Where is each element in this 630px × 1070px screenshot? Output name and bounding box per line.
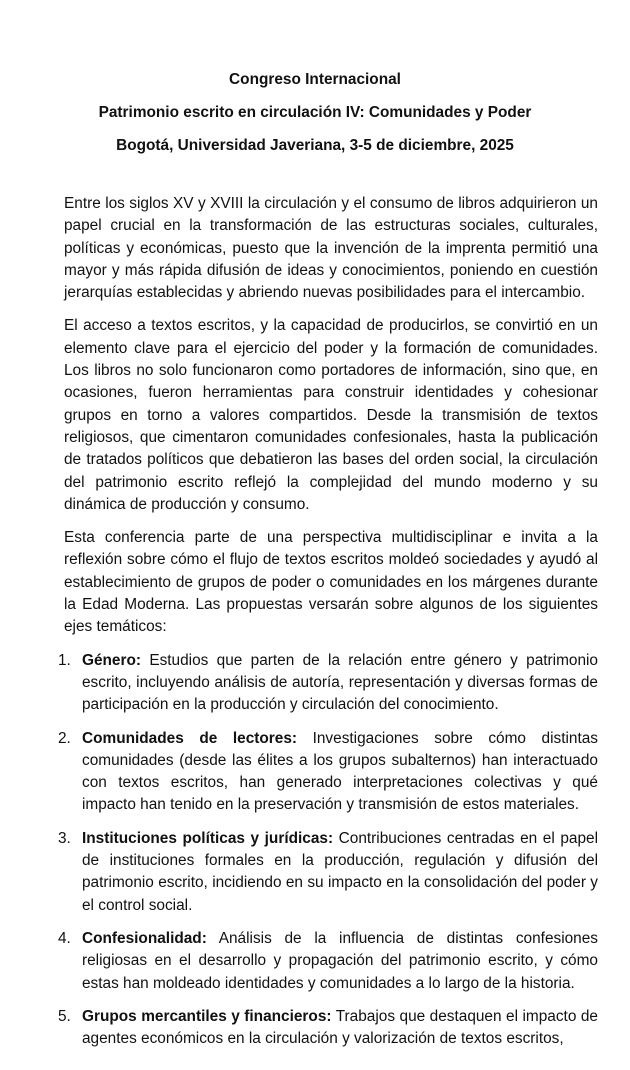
document-title: Patrimonio escrito en circulación IV: Comunidades y Poder	[98, 104, 532, 121]
theme-text: Estudios que parten de la relación entre género y patrimonio escrito, incluyendo análisis de autoría, representación y diversas formas de participación en la producción y circulación del conocimiento.	[82, 651, 598, 714]
theme-text: Trabajos que destaquen el impacto de agentes económicos en la circulación y valorización de textos escritos,	[82, 1007, 598, 1048]
theme-number: 2.	[58, 729, 71, 747]
theme-title: Grupos mercantiles y financieros:	[82, 1007, 332, 1025]
theme-number: 3.	[58, 829, 71, 847]
theme-title: Instituciones políticas y jurídicas:	[82, 829, 334, 847]
location-dates: Bogotá, Universidad Javeriana, 3-5 de diciembre, 2025	[116, 137, 514, 154]
theme-text: Análisis de la influencia de distintas confesiones religiosas en el desarrollo y propagación del patrimonio escrito, y cómo estas han moldeado identidades y comunidades a lo largo de la historia.	[82, 929, 598, 992]
themes-list	[58, 650, 599, 1051]
theme-item	[58, 828, 599, 917]
conference-paragraph: Esta conferencia parte de una perspectiva multidisciplinar e invita a la reflexión sobre cómo el flujo de textos escritos moldeó sociedades y ayudó al establecimiento de grupos de poder o comunidades en los márgenes durante la Edad Moderna. Las propuestas versarán sobre algunos de los siguientes ejes temáticos:	[64, 529, 598, 636]
theme-text: Contribuciones centradas en el papel de instituciones formales en la producción, regulación y difusión del patrimonio escrito, incidiendo en su impacto en la consolidación del poder y el control social.	[82, 829, 599, 914]
theme-item	[58, 728, 598, 817]
theme-title: Género:	[82, 651, 142, 669]
document-body	[58, 193, 599, 1050]
theme-number: 1.	[58, 651, 71, 669]
intro-paragraph: Entre los siglos XV y XVIII la circulación y el consumo de libros adquirieron un papel crucial en la transformación de las estructuras sociales, culturales, políticas y económicas, puesto que la invención de la imprenta permitió una mayor y más rápida difusión de ideas y conocimientos, poniendo en cuestión jerarquías establecidas y abriendo nuevas posibilidades para el intercambio.	[64, 195, 598, 302]
document-page	[0, 70, 630, 1070]
theme-title: Confesionalidad:	[82, 929, 207, 947]
theme-item	[58, 928, 598, 995]
event-name: Congreso Internacional	[229, 71, 401, 88]
theme-number: 5.	[58, 1007, 71, 1025]
theme-item	[58, 650, 598, 717]
theme-item	[58, 1006, 598, 1051]
theme-number: 4.	[58, 929, 71, 947]
theme-title: Comunidades de lectores:	[82, 729, 298, 747]
access-paragraph: El acceso a textos escritos, y la capacidad de producirlos, se convirtió en un elemento clave para el ejercicio del poder y la formación de comunidades. Los libros no solo funcionaron como portadores de información, sino que, en ocasiones, fueron herramientas para construir identidades y cohesionar grupos en torno a valores compartidos. Desde la transmisión de textos religiosos, que cimentaron comunidades confesionales, hasta la publicación de tratados políticos que debatieron las bases del orden social, la circulación del patrimonio escrito reflejó la complejidad del mundo moderno y su dinámica de producción y consumo.	[64, 317, 598, 513]
document-header	[32, 70, 598, 156]
theme-text: Investigaciones sobre cómo distintas comunidades (desde las élites a los grupos subalternos) han interactuado con textos escritos, han generado interpretaciones colectivas y qué impacto han tenido en la preservación y transmisión de estos materiales.	[82, 729, 598, 814]
